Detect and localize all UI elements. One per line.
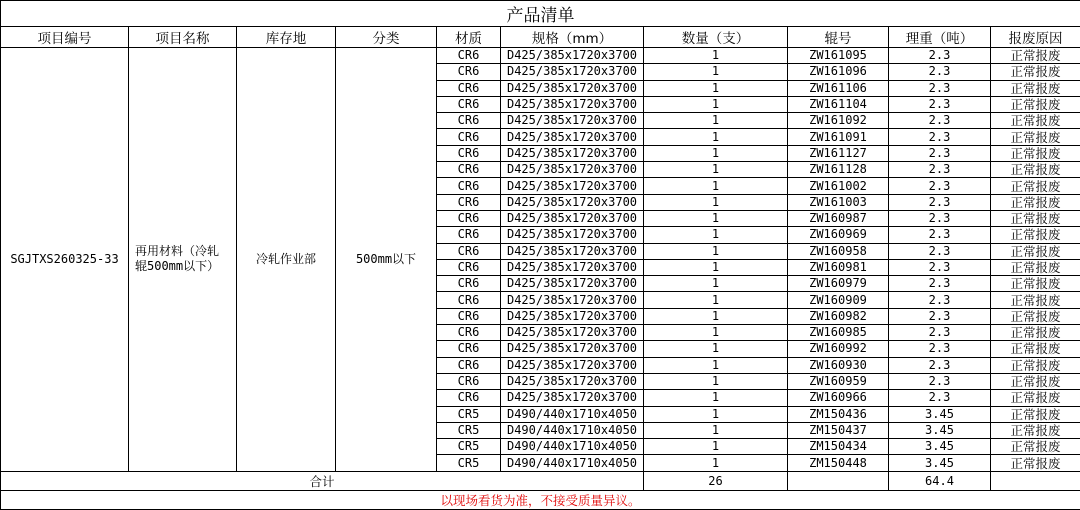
quantity-cell: 1 (644, 210, 788, 226)
material-cell: CR6 (437, 145, 501, 161)
scrap-reason-cell: 正常报废 (991, 145, 1080, 161)
weight-cell: 2.3 (889, 390, 991, 406)
total-weight: 64.4 (889, 471, 991, 490)
weight-cell: 2.3 (889, 64, 991, 80)
roll-number-cell: ZW161095 (788, 48, 889, 64)
scrap-reason-cell: 正常报废 (991, 422, 1080, 438)
weight-cell: 2.3 (889, 325, 991, 341)
spec-cell: D425/385x1720x3700 (501, 178, 644, 194)
roll-number-cell: ZW160966 (788, 390, 889, 406)
material-cell: CR6 (437, 80, 501, 96)
roll-number-cell: ZW160909 (788, 292, 889, 308)
quantity-cell: 1 (644, 96, 788, 112)
weight-cell: 2.3 (889, 194, 991, 210)
quantity-cell: 1 (644, 64, 788, 80)
header-row (1, 27, 1080, 48)
scrap-reason-cell: 正常报废 (991, 292, 1080, 308)
scrap-reason-cell: 正常报废 (991, 96, 1080, 112)
material-cell: CR6 (437, 276, 501, 292)
weight-cell: 2.3 (889, 145, 991, 161)
weight-cell: 2.3 (889, 276, 991, 292)
quantity-cell: 1 (644, 406, 788, 422)
header-weight: 理重（吨） (889, 27, 991, 48)
note-row (1, 490, 1080, 509)
disclaimer-note: 以现场看货为准，不接受质量异议。 (1, 490, 1080, 509)
spec-cell: D425/385x1720x3700 (501, 129, 644, 145)
weight-cell: 2.3 (889, 178, 991, 194)
roll-number-cell: ZM150434 (788, 439, 889, 455)
weight-cell: 2.3 (889, 243, 991, 259)
spec-cell: D425/385x1720x3700 (501, 48, 644, 64)
weight-cell: 2.3 (889, 357, 991, 373)
quantity-cell: 1 (644, 145, 788, 161)
scrap-reason-cell: 正常报废 (991, 178, 1080, 194)
material-cell: CR6 (437, 129, 501, 145)
scrap-reason-cell: 正常报废 (991, 243, 1080, 259)
spec-cell: D490/440x1710x4050 (501, 439, 644, 455)
spec-cell: D425/385x1720x3700 (501, 259, 644, 275)
title-row (1, 1, 1080, 27)
quantity-cell: 1 (644, 373, 788, 389)
quantity-cell: 1 (644, 439, 788, 455)
scrap-reason-cell: 正常报废 (991, 276, 1080, 292)
spec-cell: D425/385x1720x3700 (501, 145, 644, 161)
material-cell: CR6 (437, 243, 501, 259)
weight-cell: 2.3 (889, 210, 991, 226)
material-cell: CR6 (437, 325, 501, 341)
scrap-reason-cell: 正常报废 (991, 439, 1080, 455)
quantity-cell: 1 (644, 113, 788, 129)
roll-number-cell: ZW161104 (788, 96, 889, 112)
spec-cell: D425/385x1720x3700 (501, 80, 644, 96)
spec-cell: D425/385x1720x3700 (501, 162, 644, 178)
quantity-cell: 1 (644, 178, 788, 194)
scrap-reason-cell: 正常报废 (991, 341, 1080, 357)
quantity-cell: 1 (644, 455, 788, 471)
quantity-cell: 1 (644, 243, 788, 259)
material-cell: CR6 (437, 373, 501, 389)
header-project-code: 项目编号 (1, 27, 129, 48)
weight-cell: 2.3 (889, 341, 991, 357)
spec-cell: D425/385x1720x3700 (501, 292, 644, 308)
roll-number-cell: ZW161096 (788, 64, 889, 80)
roll-number-cell: ZW160958 (788, 243, 889, 259)
material-cell: CR6 (437, 48, 501, 64)
roll-number-cell: ZW161003 (788, 194, 889, 210)
quantity-cell: 1 (644, 259, 788, 275)
roll-number-cell: ZW160982 (788, 308, 889, 324)
material-cell: CR5 (437, 406, 501, 422)
material-cell: CR6 (437, 210, 501, 226)
total-row (1, 471, 1080, 490)
quantity-cell: 1 (644, 422, 788, 438)
scrap-reason-cell: 正常报废 (991, 227, 1080, 243)
spec-cell: D425/385x1720x3700 (501, 308, 644, 324)
spec-cell: D490/440x1710x4050 (501, 455, 644, 471)
scrap-reason-cell: 正常报废 (991, 113, 1080, 129)
material-cell: CR6 (437, 357, 501, 373)
material-cell: CR6 (437, 96, 501, 112)
weight-cell: 2.3 (889, 227, 991, 243)
table-row (1, 48, 1080, 64)
quantity-cell: 1 (644, 308, 788, 324)
scrap-reason-cell: 正常报废 (991, 129, 1080, 145)
roll-number-cell: ZW161092 (788, 113, 889, 129)
spec-cell: D490/440x1710x4050 (501, 406, 644, 422)
material-cell: CR5 (437, 455, 501, 471)
roll-number-cell: ZW161091 (788, 129, 889, 145)
roll-number-cell: ZM150437 (788, 422, 889, 438)
scrap-reason-cell: 正常报废 (991, 48, 1080, 64)
total-blank-reason (991, 471, 1080, 490)
material-cell: CR6 (437, 178, 501, 194)
roll-number-cell: ZW161002 (788, 178, 889, 194)
quantity-cell: 1 (644, 80, 788, 96)
total-quantity: 26 (644, 471, 788, 490)
scrap-reason-cell: 正常报废 (991, 308, 1080, 324)
scrap-reason-cell: 正常报废 (991, 390, 1080, 406)
material-cell: CR6 (437, 292, 501, 308)
weight-cell: 2.3 (889, 373, 991, 389)
header-project-name: 项目名称 (129, 27, 237, 48)
scrap-reason-cell: 正常报废 (991, 210, 1080, 226)
category-cell: 500mm以下 (336, 48, 437, 472)
weight-cell: 2.3 (889, 113, 991, 129)
spec-cell: D425/385x1720x3700 (501, 64, 644, 80)
header-quantity: 数量（支） (644, 27, 788, 48)
weight-cell: 3.45 (889, 422, 991, 438)
weight-cell: 2.3 (889, 259, 991, 275)
header-material: 材质 (437, 27, 501, 48)
weight-cell: 3.45 (889, 455, 991, 471)
scrap-reason-cell: 正常报废 (991, 406, 1080, 422)
spec-cell: D425/385x1720x3700 (501, 357, 644, 373)
quantity-cell: 1 (644, 357, 788, 373)
spec-cell: D425/385x1720x3700 (501, 325, 644, 341)
material-cell: CR6 (437, 113, 501, 129)
scrap-reason-cell: 正常报废 (991, 259, 1080, 275)
quantity-cell: 1 (644, 194, 788, 210)
roll-number-cell: ZM150436 (788, 406, 889, 422)
scrap-reason-cell: 正常报废 (991, 325, 1080, 341)
weight-cell: 2.3 (889, 96, 991, 112)
spec-cell: D425/385x1720x3700 (501, 390, 644, 406)
material-cell: CR6 (437, 227, 501, 243)
quantity-cell: 1 (644, 341, 788, 357)
material-cell: CR6 (437, 390, 501, 406)
quantity-cell: 1 (644, 390, 788, 406)
location-cell: 冷轧作业部 (237, 48, 336, 472)
scrap-reason-cell: 正常报废 (991, 455, 1080, 471)
sheet-title: 产品清单 (1, 1, 1080, 27)
material-cell: CR6 (437, 308, 501, 324)
roll-number-cell: ZW160979 (788, 276, 889, 292)
material-cell: CR6 (437, 194, 501, 210)
material-cell: CR6 (437, 341, 501, 357)
material-cell: CR6 (437, 162, 501, 178)
weight-cell: 3.45 (889, 439, 991, 455)
scrap-reason-cell: 正常报废 (991, 357, 1080, 373)
quantity-cell: 1 (644, 227, 788, 243)
material-cell: CR5 (437, 422, 501, 438)
header-scrap-reason: 报废原因 (991, 27, 1080, 48)
scrap-reason-cell: 正常报废 (991, 162, 1080, 178)
roll-number-cell: ZM150448 (788, 455, 889, 471)
scrap-reason-cell: 正常报废 (991, 194, 1080, 210)
quantity-cell: 1 (644, 48, 788, 64)
spec-cell: D425/385x1720x3700 (501, 373, 644, 389)
roll-number-cell: ZW160987 (788, 210, 889, 226)
material-cell: CR5 (437, 439, 501, 455)
spec-cell: D425/385x1720x3700 (501, 341, 644, 357)
spec-cell: D425/385x1720x3700 (501, 96, 644, 112)
roll-number-cell: ZW160969 (788, 227, 889, 243)
project-name-cell: 再用材料（冷轧辊500mm以下） (129, 48, 237, 472)
roll-number-cell: ZW160981 (788, 259, 889, 275)
quantity-cell: 1 (644, 325, 788, 341)
spec-cell: D425/385x1720x3700 (501, 210, 644, 226)
spec-cell: D425/385x1720x3700 (501, 113, 644, 129)
spec-cell: D425/385x1720x3700 (501, 276, 644, 292)
quantity-cell: 1 (644, 129, 788, 145)
total-label: 合计 (1, 471, 644, 490)
weight-cell: 2.3 (889, 48, 991, 64)
quantity-cell: 1 (644, 162, 788, 178)
header-spec: 规格（mm） (501, 27, 644, 48)
header-category: 分类 (336, 27, 437, 48)
weight-cell: 2.3 (889, 129, 991, 145)
scrap-reason-cell: 正常报废 (991, 64, 1080, 80)
spec-cell: D490/440x1710x4050 (501, 422, 644, 438)
roll-number-cell: ZW160992 (788, 341, 889, 357)
roll-number-cell: ZW161127 (788, 145, 889, 161)
quantity-cell: 1 (644, 292, 788, 308)
spec-cell: D425/385x1720x3700 (501, 243, 644, 259)
quantity-cell: 1 (644, 276, 788, 292)
material-cell: CR6 (437, 259, 501, 275)
material-cell: CR6 (437, 64, 501, 80)
header-roll-number: 辊号 (788, 27, 889, 48)
header-location: 库存地 (237, 27, 336, 48)
weight-cell: 3.45 (889, 406, 991, 422)
scrap-reason-cell: 正常报废 (991, 373, 1080, 389)
roll-number-cell: ZW161128 (788, 162, 889, 178)
weight-cell: 2.3 (889, 292, 991, 308)
spec-cell: D425/385x1720x3700 (501, 227, 644, 243)
total-blank-roll (788, 471, 889, 490)
weight-cell: 2.3 (889, 308, 991, 324)
roll-number-cell: ZW160985 (788, 325, 889, 341)
weight-cell: 2.3 (889, 162, 991, 178)
spec-cell: D425/385x1720x3700 (501, 194, 644, 210)
project-code-cell: SGJTXS260325-33 (1, 48, 129, 472)
roll-number-cell: ZW161106 (788, 80, 889, 96)
weight-cell: 2.3 (889, 80, 991, 96)
roll-number-cell: ZW160959 (788, 373, 889, 389)
roll-number-cell: ZW160930 (788, 357, 889, 373)
scrap-reason-cell: 正常报废 (991, 80, 1080, 96)
